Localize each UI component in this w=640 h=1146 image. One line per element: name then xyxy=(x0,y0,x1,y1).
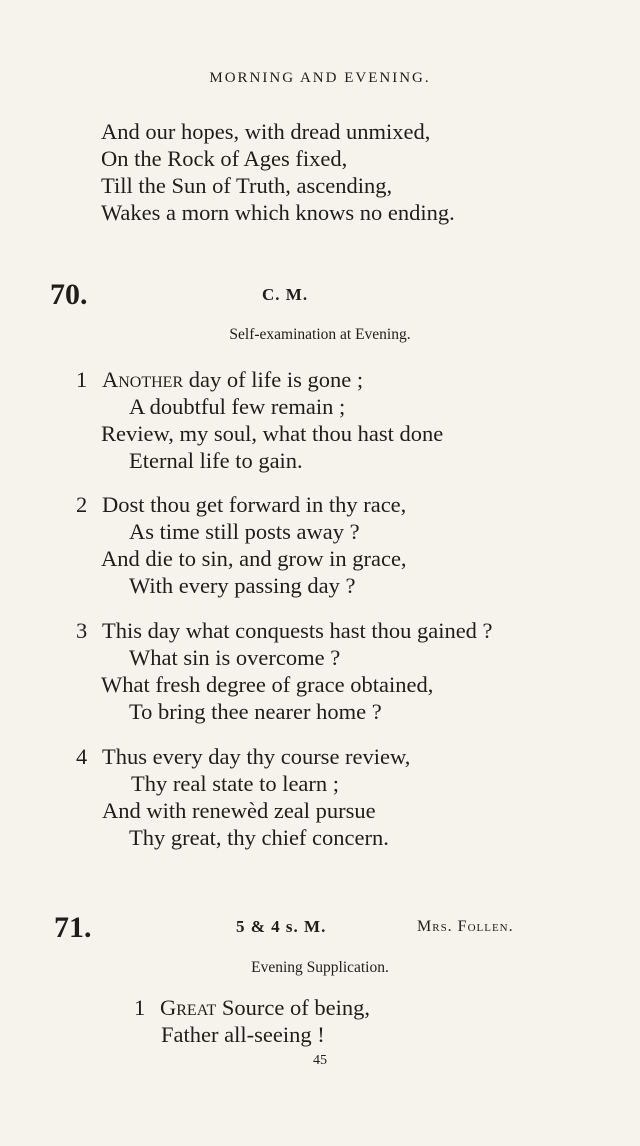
continuation-line: On the Rock of Ages fixed, xyxy=(101,146,348,171)
continuation-line: Wakes a morn which knows no ending. xyxy=(101,200,455,225)
verse-line: Thy real state to learn ; xyxy=(131,771,340,796)
verse-line: With every passing day ? xyxy=(129,573,356,598)
verse-line: Review, my soul, what thou hast done xyxy=(101,421,444,446)
verse-line: A doubtful few remain ; xyxy=(129,394,346,419)
hymn-number: 70. xyxy=(50,278,88,311)
verse-line: Eternal life to gain. xyxy=(129,448,303,473)
verse-line: And die to sin, and grow in grace, xyxy=(101,546,407,571)
verse-line: As time still posts away ? xyxy=(129,519,360,544)
hymn-author: Mrs. Follen. xyxy=(417,918,514,935)
verse-line: Another day of life is gone ; xyxy=(102,367,364,392)
verse-line: Great Source of being, xyxy=(160,995,370,1020)
hymn-subtitle: Evening Supplication. xyxy=(251,959,389,976)
verse-line: Thus every day thy course review, xyxy=(102,744,411,769)
verse-number: 4 xyxy=(76,744,88,769)
page-number: 45 xyxy=(313,1053,327,1068)
continuation-line: Till the Sun of Truth, ascending, xyxy=(101,173,393,198)
verse-first-word: Another xyxy=(102,367,184,392)
verse-line: Father all-seeing ! xyxy=(161,1022,325,1047)
verse-line: Dost thou get forward in thy race, xyxy=(102,492,407,517)
verse-line: To bring thee nearer home ? xyxy=(129,699,382,724)
verse-line: What sin is overcome ? xyxy=(129,645,341,670)
verse-line: Thy great, thy chief concern. xyxy=(129,825,389,850)
hymn-meter: C. M. xyxy=(262,285,309,304)
verse-first-word: Great xyxy=(160,995,217,1020)
verse-number: 1 xyxy=(134,995,146,1020)
verse-number: 2 xyxy=(76,492,88,517)
verse-line: This day what conquests hast thou gained ? xyxy=(102,618,493,643)
hymn-meter: 5 & 4 s. M. xyxy=(236,917,327,936)
hymn-number: 71. xyxy=(54,911,92,944)
verse-line: And with renewèd zeal pursue xyxy=(102,798,376,823)
verse-number: 3 xyxy=(76,618,88,643)
running-head: MORNING AND EVENING. xyxy=(209,70,431,86)
verse-line: What fresh degree of grace obtained, xyxy=(101,672,434,697)
continuation-line: And our hopes, with dread unmixed, xyxy=(101,119,431,144)
hymn-subtitle: Self-examination at Evening. xyxy=(229,326,411,343)
verse-number: 1 xyxy=(76,367,88,392)
